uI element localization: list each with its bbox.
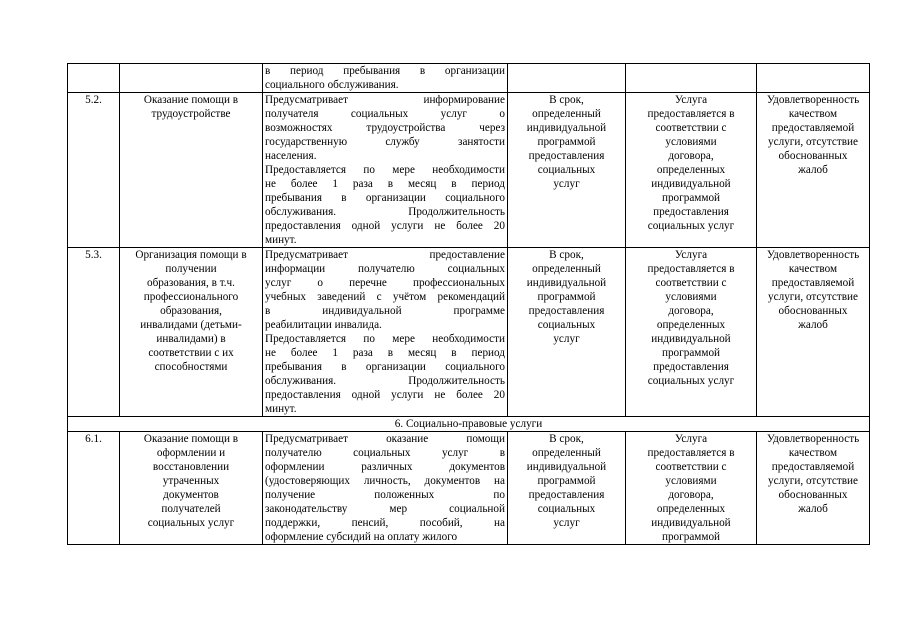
- term-line: программой: [537, 136, 596, 148]
- term-line: В срок,: [549, 249, 584, 261]
- conditions-line: предоставления: [653, 206, 729, 218]
- conditions-line: определенных: [656, 319, 726, 331]
- conditions-line: соответствии с: [655, 461, 727, 473]
- cell-evaluation: [757, 248, 870, 417]
- conditions-line: Услуга: [674, 433, 708, 445]
- service-name-line: инвалидами) в: [156, 333, 226, 345]
- service-name-line: Оказание помощи в: [143, 433, 239, 445]
- service-name-line: образования,: [160, 305, 222, 317]
- evaluation-line: качеством: [788, 447, 838, 459]
- description-line: оформлении различных документов: [265, 461, 505, 473]
- term-line: определенный: [532, 108, 601, 120]
- conditions-line: определенных: [656, 503, 726, 515]
- cell-conditions: [626, 432, 757, 545]
- evaluation-line: качеством: [788, 263, 838, 275]
- conditions-line: индивидуальной: [651, 333, 731, 345]
- table-row: [68, 93, 870, 248]
- term-line: индивидуальной: [526, 277, 607, 289]
- description-line: пребывания в организации социального: [265, 192, 505, 204]
- conditions-line: предоставления: [653, 361, 729, 373]
- conditions-line: предоставляется в: [647, 108, 735, 120]
- section-heading: 6. Социально-правовые услуги: [68, 417, 870, 432]
- description-line: не более 1 раза в месяц в период: [265, 347, 505, 359]
- conditions-line: программой: [661, 347, 721, 359]
- description-line: социального обслуживания.: [265, 79, 399, 91]
- term-line: определенный: [532, 263, 601, 275]
- service-name-line: Организация помощи в: [135, 249, 247, 261]
- evaluation-line: Удовлетворенность: [766, 249, 860, 261]
- description-line: населения.: [265, 150, 317, 162]
- evaluation-line: Удовлетворенность: [766, 433, 860, 445]
- evaluation-line: жалоб: [798, 164, 828, 176]
- description-line: получение положенных по: [265, 489, 505, 501]
- evaluation-line: жалоб: [798, 503, 828, 515]
- conditions-line: индивидуальной: [651, 178, 731, 190]
- conditions-line: соответствии с: [655, 122, 727, 134]
- term-line: социальных: [537, 503, 596, 515]
- document-page: [67, 63, 869, 545]
- description-line: обслуживания. Продолжительность: [265, 206, 505, 218]
- cell-description: [263, 93, 508, 248]
- cell-conditions: [626, 248, 757, 417]
- cell-description: [263, 432, 508, 545]
- description-line: минут.: [265, 234, 297, 246]
- term-line: программой: [537, 291, 596, 303]
- conditions-line: условиями: [665, 136, 717, 148]
- cell-number: 5.3.: [68, 248, 120, 417]
- service-name-line: получателей: [161, 503, 221, 515]
- description-line: государственную службу занятости: [265, 136, 505, 148]
- cell-conditions: [626, 64, 757, 93]
- cell-evaluation: [757, 64, 870, 93]
- conditions-line: условиями: [665, 291, 717, 303]
- cell-evaluation: [757, 432, 870, 545]
- term-line: социальных: [537, 319, 596, 331]
- service-name-line: социальных услуг: [147, 517, 235, 529]
- description-line: оформление субсидий на оплату жилого: [265, 531, 458, 543]
- cell-service-name: [120, 432, 263, 545]
- service-name-line: оформлении и: [156, 447, 226, 459]
- description-line: получателю социальных услуг в: [265, 447, 505, 459]
- term-line: В срок,: [549, 433, 584, 445]
- evaluation-line: жалоб: [798, 319, 828, 331]
- cell-number: [68, 64, 120, 93]
- term-line: предоставления: [528, 150, 605, 162]
- evaluation-line: качеством: [788, 108, 838, 120]
- conditions-line: условиями: [665, 475, 717, 487]
- table-row: [68, 248, 870, 417]
- service-name-line: образования, в т.ч.: [147, 277, 235, 289]
- conditions-line: договора,: [668, 150, 714, 162]
- conditions-line: договора,: [668, 489, 714, 501]
- evaluation-line: обоснованных: [778, 305, 848, 317]
- services-table: [67, 63, 870, 545]
- description-line: не более 1 раза в месяц в период: [265, 178, 505, 190]
- cell-term: [508, 248, 626, 417]
- term-line: предоставления: [528, 489, 605, 501]
- cell-service-name: [120, 64, 263, 93]
- term-line: предоставления: [528, 305, 605, 317]
- table-row-continuation: [68, 64, 870, 93]
- conditions-line: предоставляется в: [647, 447, 735, 459]
- evaluation-line: предоставляемой: [771, 277, 855, 289]
- description-line: Предусматривает информирование: [265, 94, 505, 106]
- cell-description: [263, 248, 508, 417]
- description-line: поддержки, пенсий, пособий, на: [265, 517, 505, 529]
- cell-evaluation: [757, 93, 870, 248]
- term-line: индивидуальной: [526, 461, 607, 473]
- term-line: услуг: [553, 517, 580, 529]
- conditions-line: договора,: [668, 305, 714, 317]
- description-line: получателя социальных услуг о: [265, 108, 505, 120]
- description-line: учебных заведений с учётом рекомендаций: [265, 291, 505, 303]
- term-line: программой: [537, 475, 596, 487]
- description-line: Предоставляется по мере необходимости: [265, 164, 505, 176]
- section-row: [68, 417, 870, 432]
- term-line: индивидуальной: [526, 122, 607, 134]
- evaluation-line: обоснованных: [778, 489, 848, 501]
- term-line: определенный: [532, 447, 601, 459]
- conditions-line: определенных: [656, 164, 726, 176]
- conditions-line: предоставляется в: [647, 263, 735, 275]
- description-line: минут.: [265, 403, 297, 415]
- service-name-line: получении: [165, 263, 217, 275]
- conditions-line: социальных услуг: [647, 375, 735, 387]
- services-table-body: [68, 64, 870, 545]
- description-line: Предусматривает предоставление: [265, 249, 505, 261]
- description-line: Предоставляется по мере необходимости: [265, 333, 505, 345]
- service-name-line: документов: [163, 489, 219, 501]
- description-line: предоставления одной услуги не более 20: [265, 389, 505, 401]
- description-line: в индивидуальной программе: [265, 305, 505, 317]
- cell-description: [263, 64, 508, 93]
- cell-number: 6.1.: [68, 432, 120, 545]
- conditions-line: программой: [661, 192, 721, 204]
- term-line: услуг: [553, 178, 580, 190]
- service-name-line: трудоустройстве: [151, 108, 231, 120]
- evaluation-line: услуги, отсутствие: [768, 136, 858, 148]
- conditions-line: индивидуальной: [651, 517, 731, 529]
- term-line: В срок,: [549, 94, 584, 106]
- service-name-line: Оказание помощи в: [143, 94, 239, 106]
- cell-number: 5.2.: [68, 93, 120, 248]
- cell-term: [508, 93, 626, 248]
- table-row: [68, 432, 870, 545]
- description-line: Предусматривает оказание помощи: [265, 433, 505, 445]
- evaluation-line: Удовлетворенность: [766, 94, 860, 106]
- description-line: возможностях трудоустройства через: [265, 122, 505, 134]
- cell-service-name: [120, 93, 263, 248]
- evaluation-line: услуги, отсутствие: [768, 475, 858, 487]
- evaluation-line: предоставляемой: [771, 122, 855, 134]
- description-line: (удостоверяющих личность, документов на: [265, 475, 505, 487]
- description-line: информации получателю социальных: [265, 263, 505, 275]
- conditions-line: Услуга: [674, 94, 708, 106]
- service-name-line: профессионального: [143, 291, 239, 303]
- cell-conditions: [626, 93, 757, 248]
- description-line: пребывания в организации социального: [265, 361, 505, 373]
- description-line: законодательству мер социальной: [265, 503, 505, 515]
- term-line: услуг: [553, 333, 580, 345]
- description-line: предоставления одной услуги не более 20: [265, 220, 505, 232]
- description-line: реабилитации инвалида.: [265, 319, 382, 331]
- service-name-line: утраченных: [162, 475, 220, 487]
- service-name-line: способностями: [154, 361, 228, 373]
- evaluation-line: услуги, отсутствие: [768, 291, 858, 303]
- cell-term: [508, 64, 626, 93]
- service-name-line: соответствии с их: [148, 347, 234, 359]
- term-line: социальных: [537, 164, 596, 176]
- evaluation-line: предоставляемой: [771, 461, 855, 473]
- conditions-line: социальных услуг: [647, 220, 735, 232]
- cell-term: [508, 432, 626, 545]
- conditions-line: Услуга: [674, 249, 708, 261]
- description-line: обслуживания. Продолжительность: [265, 375, 505, 387]
- service-name-line: восстановлении: [152, 461, 230, 473]
- conditions-line: программой: [661, 531, 721, 543]
- conditions-line: соответствии с: [655, 277, 727, 289]
- service-name-line: инвалидами (детьми-: [140, 319, 242, 331]
- evaluation-line: обоснованных: [778, 150, 848, 162]
- description-line: в период пребывания в организации: [265, 65, 505, 77]
- cell-service-name: [120, 248, 263, 417]
- description-line: услуг о перечне профессиональных: [265, 277, 505, 289]
